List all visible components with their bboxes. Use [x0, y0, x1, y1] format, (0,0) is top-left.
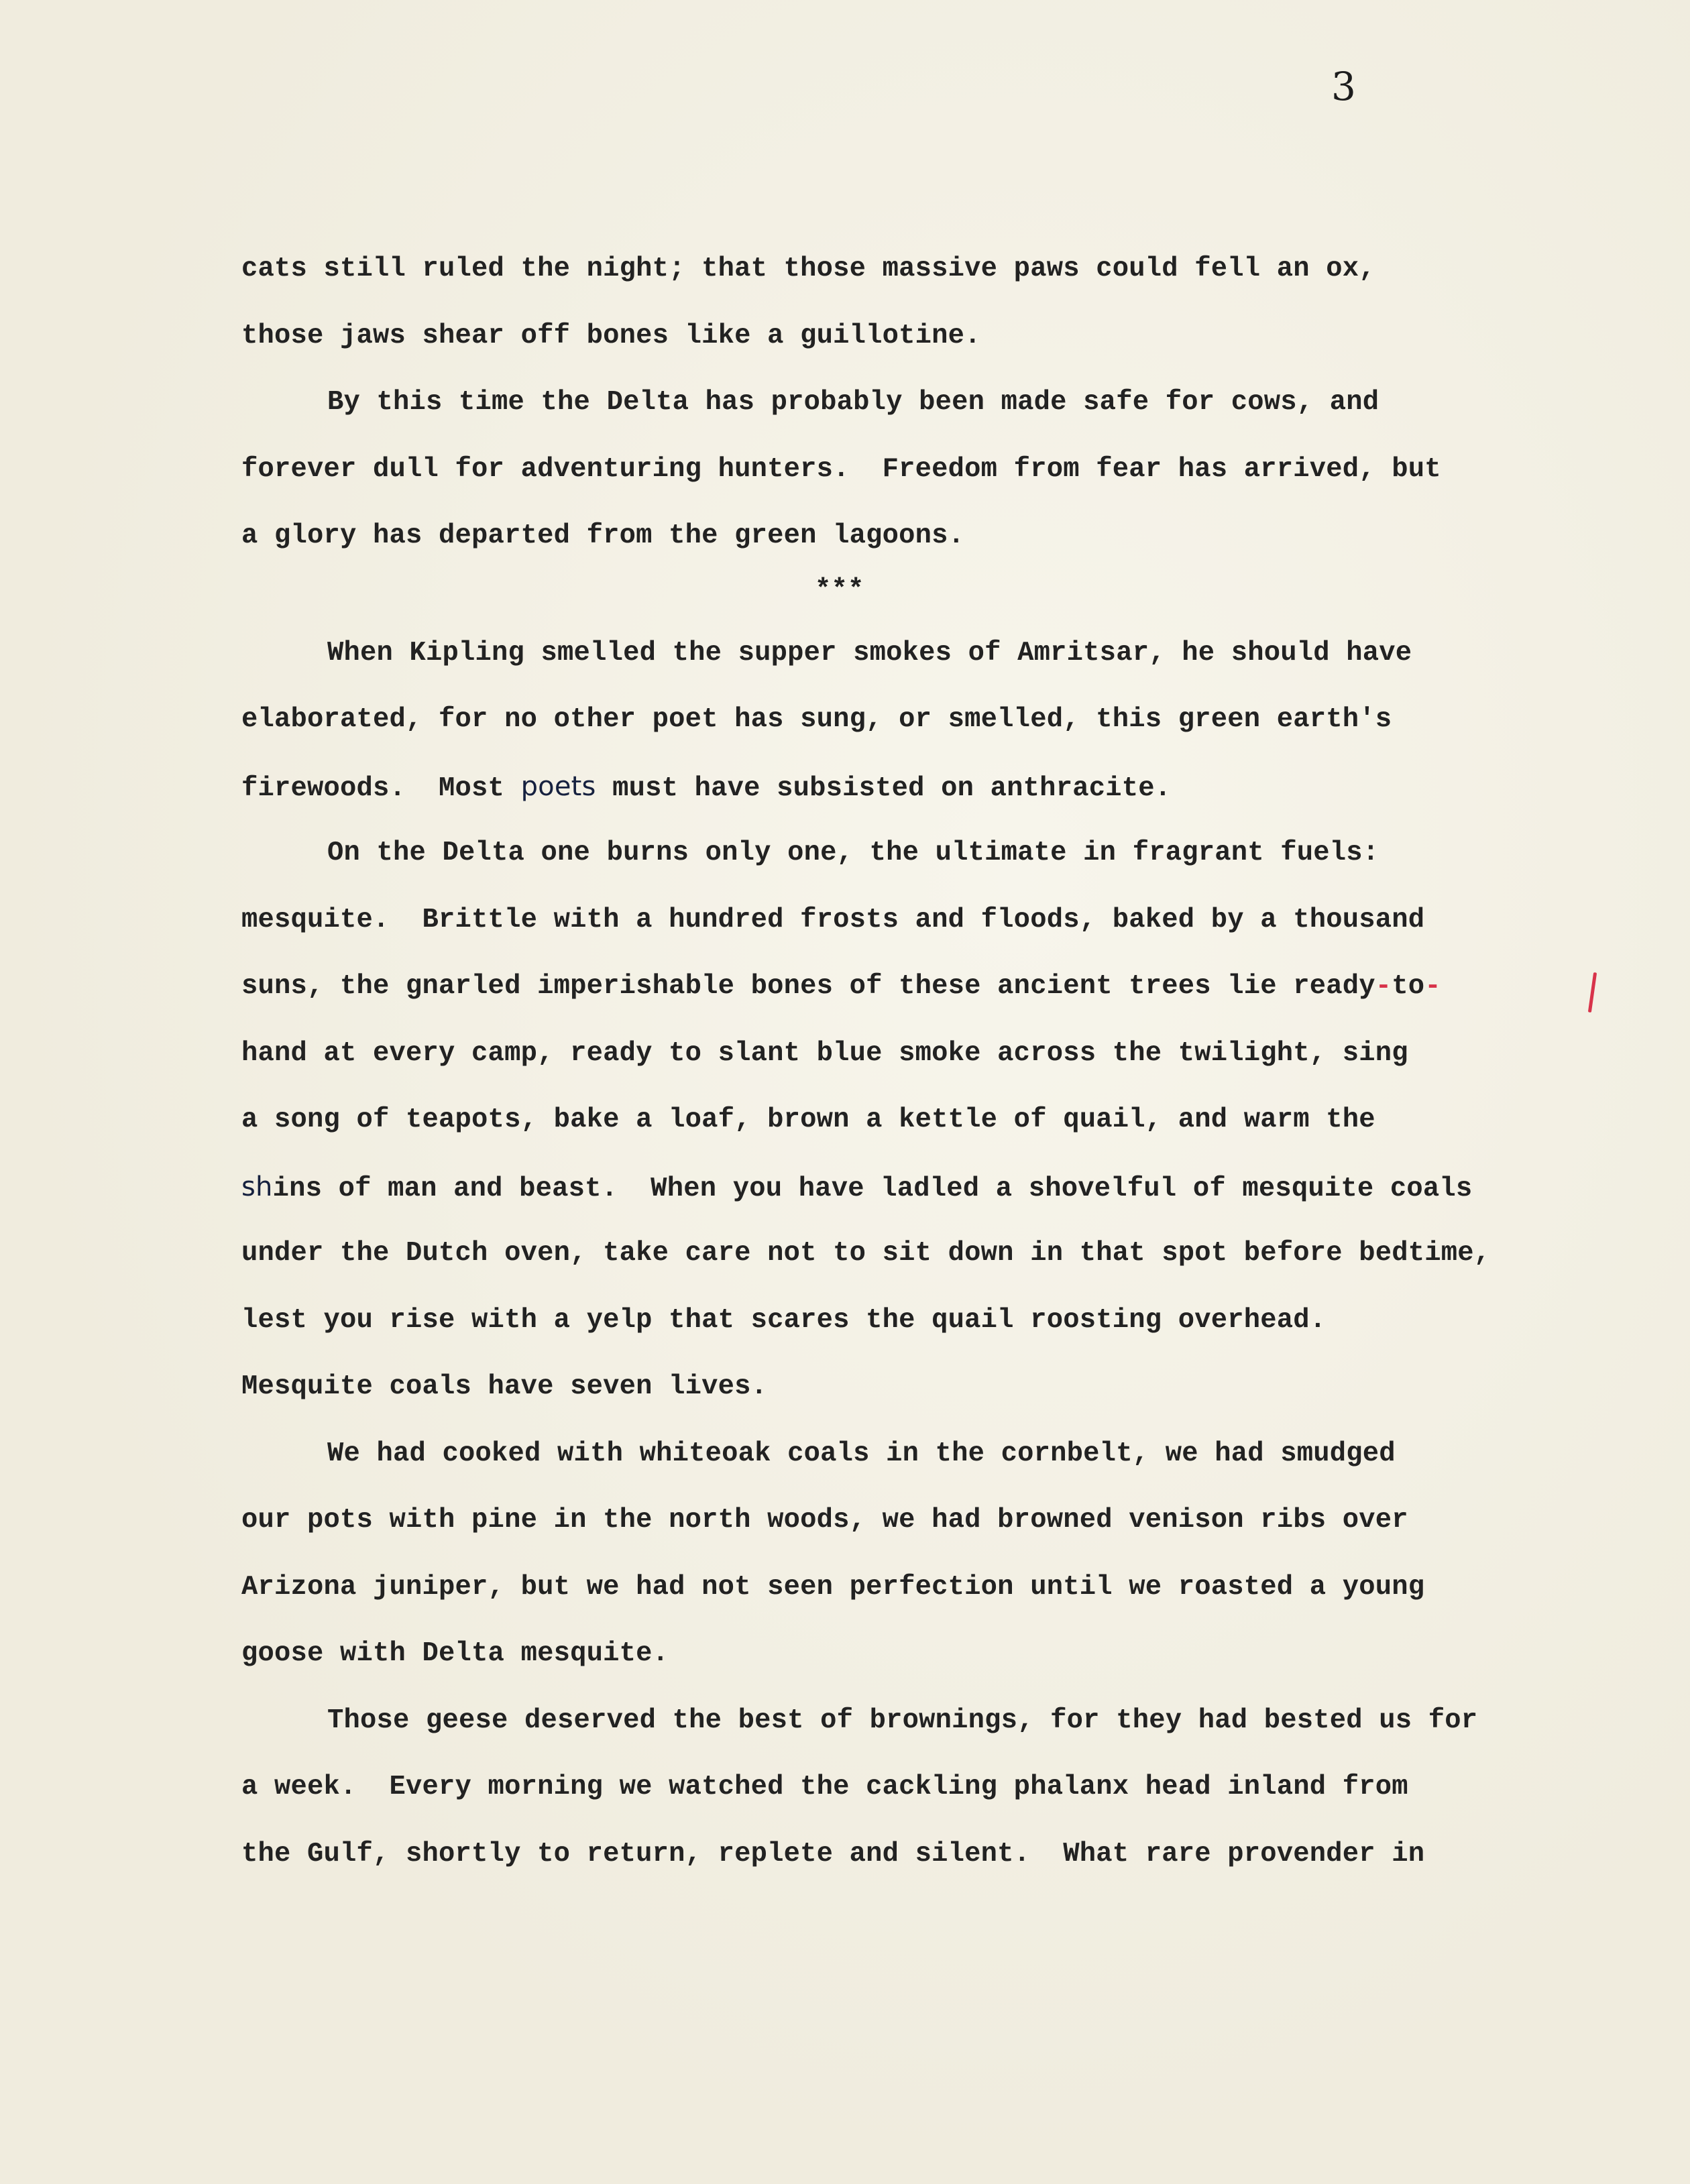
- text-line: [241, 754, 1536, 821]
- text-line: the Gulf, shortly to return, replete and silent. What rare provender in: [241, 1838, 1425, 1870]
- text-line: hand at every camp, ready to slant blue smoke across the twilight, sing: [241, 1037, 1408, 1069]
- page-body: [241, 236, 1536, 1888]
- red-pencil-mark: -: [1424, 971, 1441, 1002]
- paragraph-start: We had cooked with whiteoak coals in the cornbelt, we had smudged: [327, 1438, 1396, 1469]
- text-segment: to: [1392, 971, 1425, 1002]
- text-line: those jaws shear off bones like a guillotine.: [241, 320, 981, 351]
- text-segment: must have subsisted on anthracite.: [596, 772, 1172, 804]
- text-segment: suns, the gnarled imperishable bones of these ancient trees lie ready: [241, 971, 1375, 1002]
- page-number: 3: [1331, 64, 1356, 109]
- text-line: a song of teapots, bake a loaf, brown a kettle of quail, and warm the: [241, 1104, 1375, 1135]
- section-separator: ***: [815, 574, 864, 606]
- handwritten-correction: poets: [520, 770, 596, 802]
- text-line: Mesquite coals have seven lives.: [241, 1371, 768, 1402]
- paragraph-start: Those geese deserved the best of brownings, for they had bested us for: [327, 1705, 1478, 1736]
- handwritten-correction: sh: [241, 1171, 273, 1202]
- paragraph-start: When Kipling smelled the supper smokes of Amritsar, he should have: [327, 637, 1412, 669]
- paragraph-start: On the Delta one burns only one, the ultimate in fragrant fuels:: [327, 838, 1379, 868]
- text-line: cats still ruled the night; that those massive paws could fell an ox,: [241, 253, 1375, 284]
- red-pencil-mark: -: [1375, 971, 1392, 1002]
- text-segment: ins of man and beast. When you have ladled a shovelful of mesquite coals: [272, 1173, 1473, 1204]
- text-line: lest you rise with a yelp that scares the quail roosting overhead.: [241, 1304, 1327, 1336]
- text-line: a glory has departed from the green lagoons.: [241, 520, 965, 551]
- text-line: Arizona juniper, but we had not seen perfection until we roasted a young: [241, 1571, 1425, 1603]
- text-line: [241, 954, 1536, 1021]
- text-line: goose with Delta mesquite.: [241, 1638, 669, 1669]
- paragraph-start: By this time the Delta has probably been made safe for cows, and: [327, 387, 1379, 418]
- text-line: mesquite. Brittle with a hundred frosts and floods, baked by a thousand: [241, 904, 1425, 935]
- text-line: [241, 1154, 1536, 1221]
- red-margin-mark: [1588, 972, 1597, 1013]
- text-line: a week. Every morning we watched the cackling phalanx head inland from: [241, 1772, 1408, 1802]
- text-line: forever dull for adventuring hunters. Freedom from fear has arrived, but: [241, 453, 1441, 485]
- text-line: elaborated, for no other poet has sung, or smelled, this green earth's: [241, 704, 1392, 735]
- text-line: under the Dutch oven, take care not to sit down in that spot before bedtime,: [241, 1238, 1491, 1269]
- text-line: our pots with pine in the north woods, we had browned venison ribs over: [241, 1505, 1408, 1536]
- text-segment: firewoods. Most: [241, 772, 521, 804]
